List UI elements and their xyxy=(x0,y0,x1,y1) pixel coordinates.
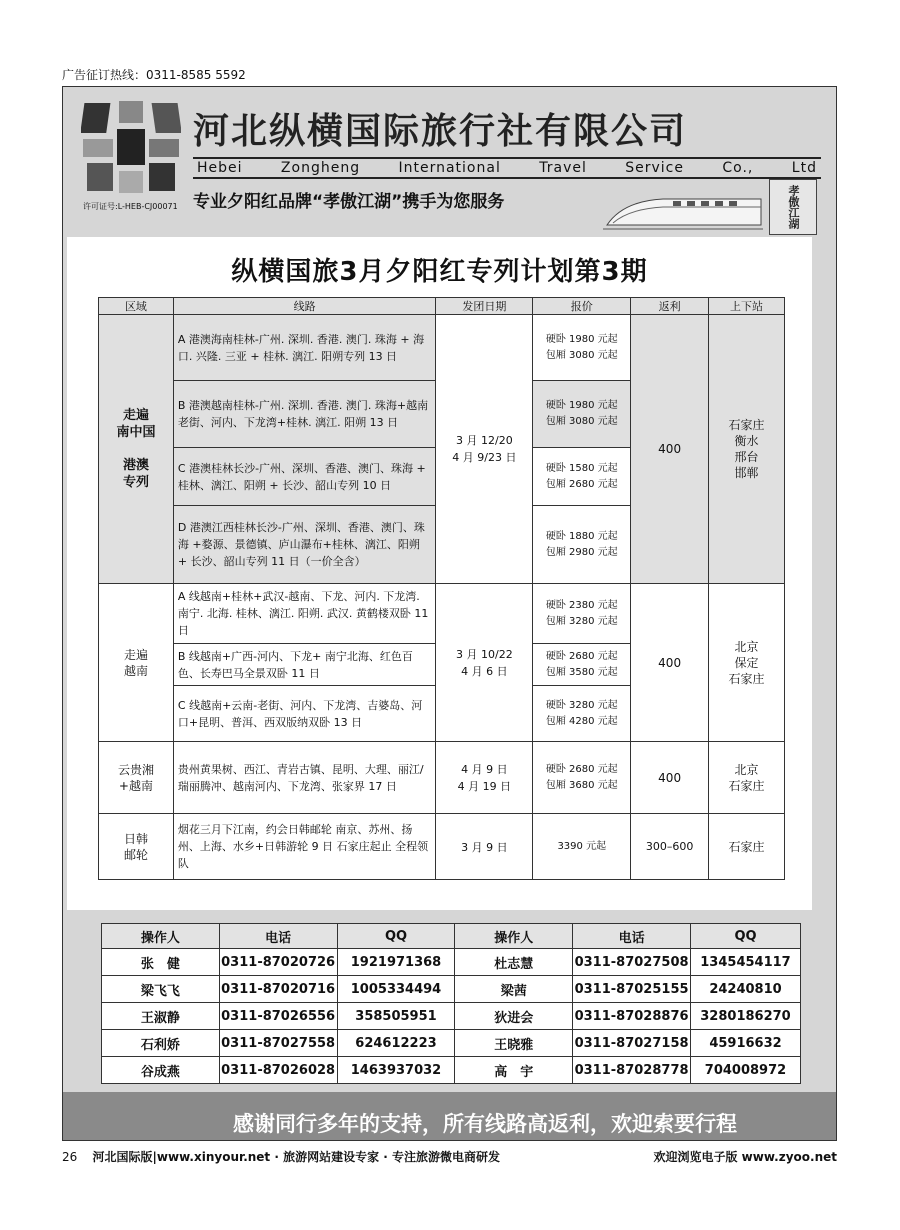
page-footer xyxy=(62,1148,837,1165)
qq: 1921971368 xyxy=(337,949,455,976)
train-icon xyxy=(603,187,763,232)
route-cell: B 港澳越南桂林-广州. 深圳. 香港. 澳门. 珠海+越南老街、河内、下龙湾+桂林. 漓江. 阳朔 13 日 xyxy=(173,381,436,448)
phone: 0311-87025155 xyxy=(573,976,691,1003)
price-cell: 硬卧 1880 元起 包厢 2980 元起 xyxy=(533,506,631,584)
table-header-row xyxy=(102,924,801,949)
slogan: 专业夕阳红品牌“孝傲江湖”携手为您服务 xyxy=(193,192,505,212)
ad-hotline: 广告征订热线：0311-8585 5592 xyxy=(62,68,246,82)
qq: 624612223 xyxy=(337,1030,455,1057)
price-cell: 硬卧 2680 元起 包厢 3680 元起 xyxy=(533,742,631,814)
plan-title: 纵横国旅3月夕阳红专列计划第3期 xyxy=(231,257,648,287)
stations-cell: 石家庄 xyxy=(709,814,785,880)
column-header: 上下站 xyxy=(709,298,785,315)
operator-name: 王淑静 xyxy=(102,1003,220,1030)
price-cell: 3390 元起 xyxy=(533,814,631,880)
thanks-banner xyxy=(63,1092,836,1141)
stations-cell: 石家庄 衡水 邢台 邯郸 xyxy=(709,315,785,584)
route-cell: C 线越南+云南-老街、河内、下龙湾、吉婆岛、河口+昆明、普洱、西双版纳双卧 13 日 xyxy=(173,686,436,742)
phone: 0311-87027558 xyxy=(219,1030,337,1057)
route-table xyxy=(98,297,785,880)
table-row xyxy=(102,1057,801,1084)
rebate-cell: 300–600 xyxy=(631,814,709,880)
route-cell: 贵州黄果树、西江、青岩古镇、昆明、大理、丽江/瑞丽腾冲、越南河内、下龙湾、张家界 17 日 xyxy=(173,742,436,814)
en-word: Zongheng xyxy=(280,160,361,176)
route-cell: A 线越南+桂林+武汉-越南、下龙、河内. 下龙湾. 南宁. 北海. 桂林、漓江. 阳朔. 武汉. 黄鹤楼双卧 11 日 xyxy=(173,584,436,644)
company-english-name xyxy=(193,157,821,179)
qq: 1345454117 xyxy=(691,949,801,976)
phone: 0311-87020726 xyxy=(219,949,337,976)
price-cell: 硬卧 1580 元起 包厢 2680 元起 xyxy=(533,448,631,506)
price-cell: 硬卧 2380 元起 包厢 3280 元起 xyxy=(533,584,631,644)
qq: 24240810 xyxy=(691,976,801,1003)
table-row xyxy=(102,1003,801,1030)
phone: 0311-87027158 xyxy=(573,1030,691,1057)
table-header-row xyxy=(99,298,785,315)
date-cell: 3 月 9 日 xyxy=(436,814,533,880)
phone: 0311-87028778 xyxy=(573,1057,691,1084)
route-cell: D 港澳江西桂林长沙-广州、深圳、香港、澳门、珠海 +婺源、景德镇、庐山瀑布+桂林、漓江、阳朔 + 长沙、韶山专列 11 日（一价全含） xyxy=(173,506,436,584)
table-row xyxy=(102,1030,801,1057)
qq: 1463937032 xyxy=(337,1057,455,1084)
route-plan-panel xyxy=(67,237,812,910)
company-logo xyxy=(81,99,181,195)
region-cell: 走遍 南中国 港澳 专列 xyxy=(99,315,174,584)
footer-publication: 河北国际版|www.xinyour.net · 旅游网站建设专家 · 专注旅游微电商研发 xyxy=(92,1150,500,1164)
column-header: 操作人 xyxy=(102,924,220,949)
rebate-cell: 400 xyxy=(631,742,709,814)
date-cell: 3 月 12/20 4 月 9/23 日 xyxy=(436,315,533,584)
price-cell: 硬卧 3280 元起 包厢 4280 元起 xyxy=(533,686,631,742)
rebate-cell: 400 xyxy=(631,584,709,742)
stations-cell: 北京 石家庄 xyxy=(709,742,785,814)
phone: 0311-87026028 xyxy=(219,1057,337,1084)
column-header: 发团日期 xyxy=(436,298,533,315)
table-row xyxy=(99,814,785,880)
phone: 0311-87028876 xyxy=(573,1003,691,1030)
footer-website: 欢迎浏览电子版 www.zyoo.net xyxy=(653,1150,837,1164)
operator-name: 狄进会 xyxy=(455,1003,573,1030)
license-number: 许可证号:L-HEB-CJ00071 xyxy=(83,202,178,211)
rebate-cell: 400 xyxy=(631,315,709,584)
column-header: QQ xyxy=(337,924,455,949)
column-header: 区域 xyxy=(99,298,174,315)
column-header: 电话 xyxy=(573,924,691,949)
region-cell: 走遍 越南 xyxy=(99,584,174,742)
date-cell: 4 月 9 日 4 月 19 日 xyxy=(436,742,533,814)
price-cell: 硬卧 1980 元起 包厢 3080 元起 xyxy=(533,315,631,381)
ad-frame xyxy=(62,86,837,1141)
date-cell: 3 月 10/22 4 月 6 日 xyxy=(436,584,533,742)
brand-seal: 孝傲江湖 xyxy=(769,179,817,235)
phone: 0311-87026556 xyxy=(219,1003,337,1030)
qq: 45916632 xyxy=(691,1030,801,1057)
qq: 3280186270 xyxy=(691,1003,801,1030)
en-word: Ltd xyxy=(791,160,817,176)
operator-name: 杜志慧 xyxy=(455,949,573,976)
route-cell: A 港澳海南桂林-广州. 深圳. 香港. 澳门. 珠海 + 海口. 兴隆. 三亚 + 桂林. 漓江. 阳朔专列 13 日 xyxy=(173,315,436,381)
footer-left xyxy=(62,1148,500,1165)
table-row xyxy=(102,976,801,1003)
operator-name: 谷成燕 xyxy=(102,1057,220,1084)
operator-name: 石利娇 xyxy=(102,1030,220,1057)
column-header: QQ xyxy=(691,924,801,949)
price-cell: 硬卧 1980 元起 包厢 3080 元起 xyxy=(533,381,631,448)
stations-cell: 北京 保定 石家庄 xyxy=(709,584,785,742)
route-cell: 烟花三月下江南，约会日韩邮轮 南京、苏州、扬州、上海、水乡+日韩游轮 9 日 石家庄起止 全程领队 xyxy=(173,814,436,880)
en-word: Travel xyxy=(539,160,587,176)
company-name: 河北纵横国际旅行社有限公司 xyxy=(193,111,688,152)
table-row xyxy=(99,315,785,381)
column-header: 操作人 xyxy=(455,924,573,949)
banner-text: 感谢同行多年的支持，所有线路高返利，欢迎索要行程 xyxy=(233,1112,737,1136)
table-row xyxy=(102,949,801,976)
contact-table xyxy=(101,923,801,1084)
operator-name: 梁飞飞 xyxy=(102,976,220,1003)
column-header: 报价 xyxy=(533,298,631,315)
column-header: 电话 xyxy=(219,924,337,949)
en-word: Service xyxy=(625,160,684,176)
route-cell: B 线越南+广西-河内、下龙+ 南宁北海、红色百色、长寿巴马全景双卧 11 日 xyxy=(173,644,436,686)
operator-name: 王晓雅 xyxy=(455,1030,573,1057)
table-row xyxy=(99,584,785,644)
column-header: 线路 xyxy=(173,298,436,315)
phone: 0311-87027508 xyxy=(573,949,691,976)
table-row xyxy=(99,742,785,814)
region-cell: 云贵湘 +越南 xyxy=(99,742,174,814)
route-cell: C 港澳桂林长沙-广州、深圳、香港、澳门、珠海 + 桂林、漓江、阳朔 + 长沙、韶山专列 10 日 xyxy=(173,448,436,506)
region-cell: 日韩 邮轮 xyxy=(99,814,174,880)
operator-name: 高 宇 xyxy=(455,1057,573,1084)
qq: 358505951 xyxy=(337,1003,455,1030)
operator-name: 张 健 xyxy=(102,949,220,976)
en-word: Co., xyxy=(722,160,754,176)
phone: 0311-87020716 xyxy=(219,976,337,1003)
qq: 1005334494 xyxy=(337,976,455,1003)
en-word: Hebei xyxy=(197,160,243,176)
price-cell: 硬卧 2680 元起 包厢 3580 元起 xyxy=(533,644,631,686)
operator-name: 梁茜 xyxy=(455,976,573,1003)
page-number: 26 xyxy=(62,1150,78,1164)
qq: 704008972 xyxy=(691,1057,801,1084)
en-word: International xyxy=(398,160,501,176)
column-header: 返利 xyxy=(631,298,709,315)
